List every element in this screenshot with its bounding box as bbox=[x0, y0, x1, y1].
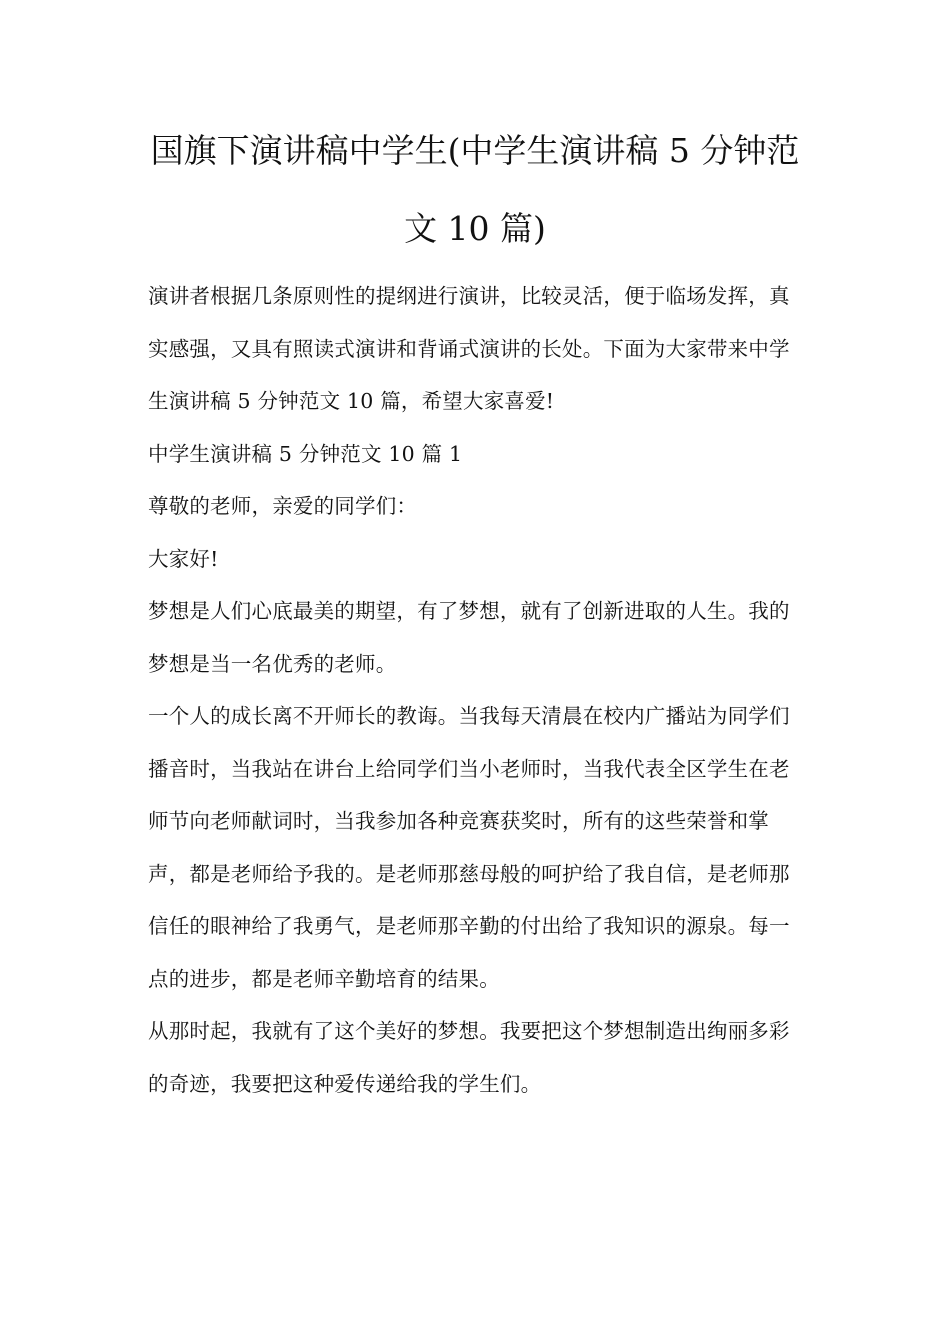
document-body bbox=[148, 270, 808, 1110]
paragraph-greeting: 大家好! bbox=[148, 546, 219, 571]
paragraph-growth: 一个人的成长离不开师长的教诲。当我每天清晨在校内广播站为同学们播音时，当我站在讲台上给同学们当小老师时，当我代表全区学生在老师节向老师献词时，当我参加各种竞赛获奖时，所有的这些荣誉和掌声，都是老师给予我的。是老师那慈母般的呵护给了我自信，是老师那信任的眼神给了我勇气，是老师那辛勤的付出给了我知识的源泉。每一点的进步，都是老师辛勤培育的结果。 bbox=[148, 704, 790, 991]
document-title bbox=[140, 112, 810, 268]
paragraph-closing: 从那时起，我就有了这个美好的梦想。我要把这个梦想制造出绚丽多彩的奇迹，我要把这种爱传递给我的学生们。 bbox=[148, 1019, 790, 1096]
title-line-1: 国旗下演讲稿中学生(中学生演讲稿 5 分钟范 bbox=[150, 131, 800, 170]
paragraph-section-heading: 中学生演讲稿 5 分钟范文 10 篇 1 bbox=[148, 441, 463, 466]
title-line-2: 文 10 篇) bbox=[404, 209, 546, 248]
paragraph-dream: 梦想是人们心底最美的期望，有了梦想，就有了创新进取的人生。我的梦想是当一名优秀的老师。 bbox=[148, 599, 790, 676]
paragraph-intro: 演讲者根据几条原则性的提纲进行演讲，比较灵活，便于临场发挥，真实感强，又具有照读式演讲和背诵式演讲的长处。下面为大家带来中学生演讲稿 5 分钟范文 10 篇，希望大家喜爱! bbox=[148, 284, 790, 413]
paragraph-salutation: 尊敬的老师，亲爱的同学们： bbox=[148, 494, 418, 518]
